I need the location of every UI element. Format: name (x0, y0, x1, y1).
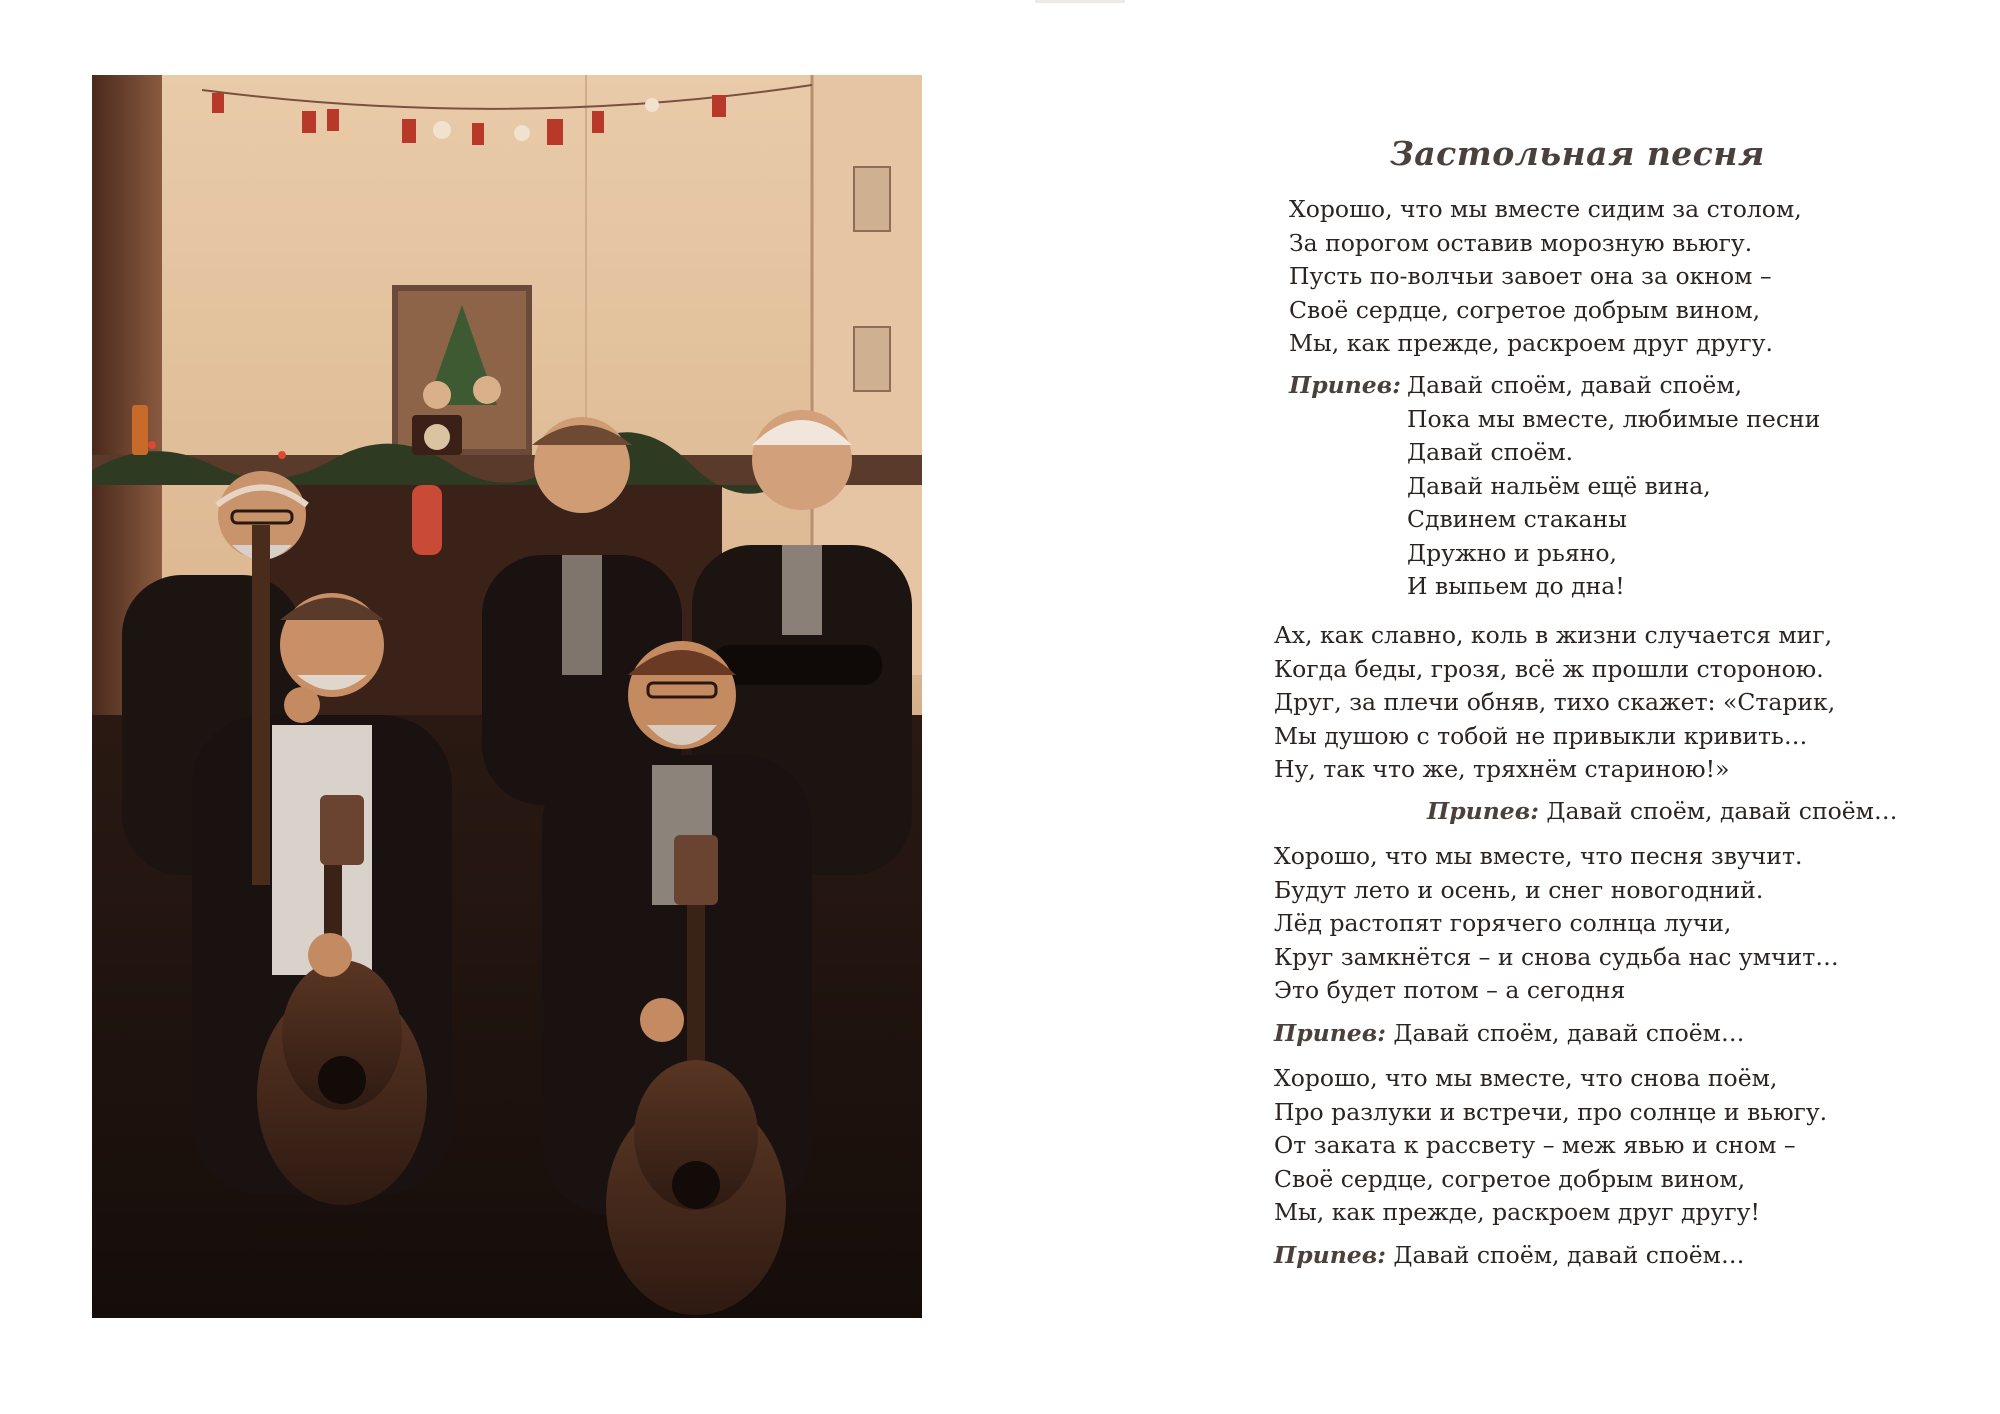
wall-tile (854, 327, 890, 391)
chorus-label: Припев: (1427, 797, 1539, 825)
verse-line: Ну, так что же, тряхнём стариною!» (1274, 755, 1730, 783)
chorus-line: И выпьем до дна! (1407, 572, 1625, 600)
chorus-lines (1407, 369, 1820, 604)
song-title: Застольная песня (1390, 134, 1765, 173)
verse-line: Круг замкнётся – и снова судьба нас умчит… (1274, 942, 1839, 971)
verse-line: Хорошо, что мы вместе, что снова поём, (1274, 1064, 1778, 1092)
chorus-label: Припев: (1274, 1019, 1386, 1047)
verse-line: Пусть по-волчьи завоет она за окном – (1289, 262, 1772, 290)
chorus-reference-text: Давай споём, давай споём… (1393, 1241, 1745, 1269)
verse-line: Лёд растопят горячего солнца лучи, (1274, 909, 1732, 937)
verse-line: Когда беды, грозя, всё ж прошли стороною. (1274, 654, 1824, 683)
verse-line: За порогом оставив морозную вьюгу. (1289, 228, 1753, 257)
band-photo-illustration (92, 75, 922, 1318)
chorus-reference-1 (1427, 795, 1897, 829)
christmas-stocking (412, 485, 442, 555)
verse-line: Своё сердце, согретое добрым вином, (1289, 295, 1761, 324)
verse-4 (1274, 1062, 1827, 1230)
chorus-line: Дружно и рьяно, (1407, 538, 1617, 567)
chorus-label: Припев: (1289, 371, 1401, 399)
verse-line: Мы, как прежде, раскроем друг другу! (1274, 1198, 1760, 1226)
verse-line: Мы, как прежде, раскроем друг другу. (1289, 329, 1773, 357)
chorus-reference-text: Давай споём, давай споём… (1546, 797, 1898, 825)
verse-line: Про разлуки и встречи, про солнце и вьюгу. (1274, 1097, 1828, 1126)
chorus-line: Пока мы вместе, любимые песни (1407, 404, 1821, 433)
chorus-reference-3 (1274, 1239, 1744, 1273)
verse-line: Ах, как славно, коль в жизни случается миг, (1274, 621, 1833, 649)
verse-line: От заката к рассвету – меж явью и сном – (1274, 1131, 1796, 1159)
chorus (1289, 369, 1821, 609)
verse-line: Мы душою с тобой не привыкли кривить… (1274, 721, 1808, 750)
verse-line: Будут лето и осень, и снег новогодний. (1274, 875, 1764, 904)
chorus-line: Давай нальём ещё вина, (1407, 471, 1711, 500)
page-fold-mark (1035, 0, 1125, 3)
band-photo (92, 75, 922, 1318)
wall-tile (854, 167, 890, 231)
verse-line: Хорошо, что мы вместе, что песня звучит. (1274, 842, 1803, 870)
verse-line: Своё сердце, согретое добрым вином, (1274, 1164, 1746, 1193)
verse-2 (1274, 619, 1835, 787)
verse-3 (1274, 840, 1839, 1008)
chorus-reference-2 (1274, 1017, 1744, 1051)
verse-line: Друг, за плечи обняв, тихо скажет: «Старик, (1274, 688, 1836, 716)
chorus-line: Давай споём, давай споём, (1407, 371, 1743, 399)
chorus-line: Сдвинем стаканы (1407, 505, 1627, 533)
verse-1 (1289, 193, 1802, 361)
chorus-label: Припев: (1274, 1241, 1386, 1269)
verse-line: Это будет потом – а сегодня (1274, 976, 1626, 1004)
chorus-line: Давай споём. (1407, 438, 1574, 466)
verse-line: Хорошо, что мы вместе сидим за столом, (1289, 195, 1802, 223)
chorus-reference-text: Давай споём, давай споём… (1393, 1019, 1745, 1047)
